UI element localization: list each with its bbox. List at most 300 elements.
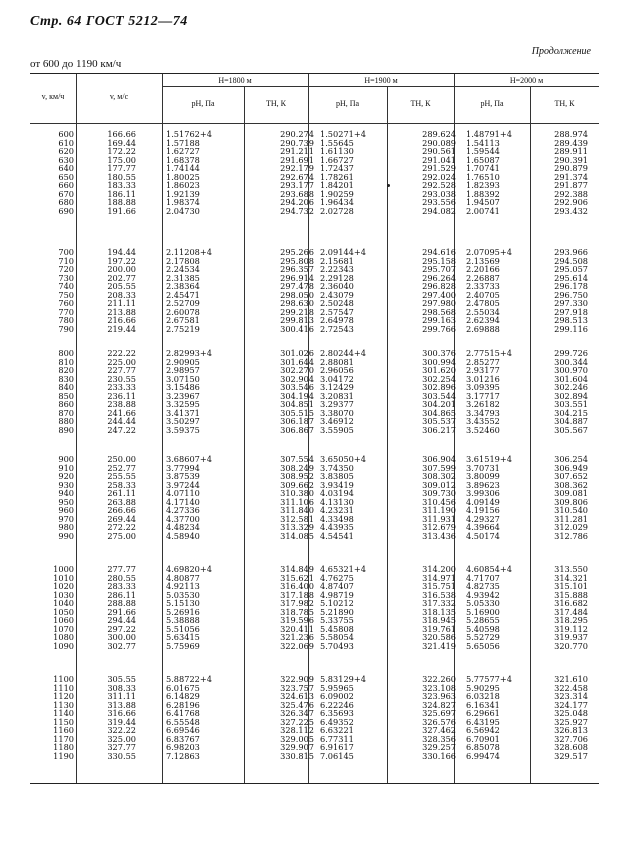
table-cell: 286.11 xyxy=(107,589,136,600)
table-cell: 322.069 xyxy=(280,640,314,651)
table-cell: 302.896 xyxy=(422,382,456,393)
table-cell: 3.83805 xyxy=(320,471,354,482)
table-cell: 296.750 xyxy=(554,289,588,300)
table-cell: 236.11 xyxy=(107,390,136,401)
table-cell: 3.23967 xyxy=(166,390,200,401)
block-3-column-t2 xyxy=(394,349,456,434)
table-cell: 292.024 xyxy=(422,171,456,182)
table-cell: 2.15681 xyxy=(320,255,354,266)
table-cell: 298.630 xyxy=(280,298,314,309)
table-cell: 820 xyxy=(58,365,74,376)
table-cell: 870 xyxy=(58,407,74,418)
table-cell: 1170 xyxy=(53,733,74,744)
table-cell: 296.828 xyxy=(422,281,456,292)
block-3-column-ms xyxy=(82,349,136,434)
table-cell: 5.52729 xyxy=(466,632,500,643)
table-cell: 303.544 xyxy=(422,390,456,401)
table-cell: 308.952 xyxy=(280,471,314,482)
table-cell: 4.17140 xyxy=(166,496,200,507)
table-cell: 3.65050+4 xyxy=(320,454,366,464)
table-cell: 2.36040 xyxy=(320,281,354,292)
table-cell: 3.07150 xyxy=(166,373,200,384)
table-cell: 2.90905 xyxy=(166,356,200,367)
table-cell: 6.03218 xyxy=(466,691,500,702)
block-5-column-t2 xyxy=(394,565,456,650)
table-cell: 6.49352 xyxy=(320,716,354,727)
table-cell: 7.06145 xyxy=(320,750,354,761)
table-cell: 930 xyxy=(58,479,74,490)
table-cell: 312.679 xyxy=(422,522,456,533)
table-cell: 1.80025 xyxy=(166,171,200,182)
table-cell: 2.82993+4 xyxy=(166,348,212,358)
block-6-column-p2 xyxy=(320,675,400,760)
table-cell: 750 xyxy=(58,289,74,300)
table-cell: 2.38364 xyxy=(166,281,200,292)
table-cell: 310.540 xyxy=(554,505,588,516)
table-cell: 4.98719 xyxy=(320,589,354,600)
table-cell: 2.72543 xyxy=(320,323,354,334)
table-cell: 3.41371 xyxy=(166,407,200,418)
table-cell: 289.439 xyxy=(554,137,588,148)
table-cell: 6.83767 xyxy=(166,733,200,744)
table-cell: 6.70901 xyxy=(466,733,500,744)
table-cell: 291.66 xyxy=(107,606,136,617)
table-cell: 4.37700 xyxy=(166,513,200,524)
table-cell: 2.47805 xyxy=(466,298,500,309)
table-cell: 313.436 xyxy=(422,530,456,541)
table-cell: 296.264 xyxy=(422,272,456,283)
table-cell: 1.96434 xyxy=(320,197,354,208)
table-cell: 312.029 xyxy=(554,522,588,533)
table-cell: 325.927 xyxy=(554,716,588,727)
table-cell: 4.60854+4 xyxy=(466,564,512,574)
table-cell: 319.937 xyxy=(554,632,588,643)
table-cell: 2.67581 xyxy=(166,315,200,326)
table-cell: 4.54541 xyxy=(320,530,354,541)
table-cell: 186.11 xyxy=(107,188,136,199)
table-cell: 329.517 xyxy=(554,750,588,761)
table-cell: 4.03194 xyxy=(320,488,354,499)
table-cell: 309.081 xyxy=(554,488,588,499)
table-cell: 314.321 xyxy=(554,572,588,583)
table-cell: 303.551 xyxy=(554,399,588,410)
table-cell: 1.66727 xyxy=(320,154,354,165)
table-cell: 225.00 xyxy=(107,356,136,367)
block-3-column-t1 xyxy=(252,349,314,434)
table-cell: 740 xyxy=(58,281,74,292)
table-cell: 1.61130 xyxy=(320,146,354,157)
table-cell: 324.827 xyxy=(422,699,456,710)
table-cell: 299.163 xyxy=(422,315,456,326)
table-cell: 4.29327 xyxy=(466,513,500,524)
table-cell: 175.00 xyxy=(107,154,136,165)
table-cell: 6.85078 xyxy=(466,742,500,753)
table-cell: 4.82735 xyxy=(466,581,500,592)
group-header-rule xyxy=(162,86,599,87)
table-cell: 323.963 xyxy=(422,691,456,702)
table-cell: 307.554 xyxy=(280,454,314,464)
table-cell: 3.87539 xyxy=(166,471,200,482)
table-cell: 610 xyxy=(58,137,74,148)
table-cell: 261.11 xyxy=(107,488,136,499)
table-cell: 1.82393 xyxy=(466,180,500,191)
table-cell: 313.550 xyxy=(554,564,588,574)
table-cell: 328.112 xyxy=(280,725,314,736)
table-cell: 4.58940 xyxy=(166,530,200,541)
table-cell: 1110 xyxy=(53,682,74,693)
header-speed-kmh: v, км/ч xyxy=(41,92,65,101)
table-cell: 316.66 xyxy=(107,708,136,719)
table-cell: 6.99474 xyxy=(466,750,500,761)
table-cell: 1120 xyxy=(53,691,74,702)
table-cell: 292.906 xyxy=(554,197,588,208)
table-cell: 840 xyxy=(58,382,74,393)
table-cell: 3.32595 xyxy=(166,399,200,410)
table-cell: 4.50174 xyxy=(466,530,500,541)
table-cell: 5.28655 xyxy=(466,615,500,626)
block-1-column-t1 xyxy=(252,130,314,215)
table-cell: 330.166 xyxy=(422,750,456,761)
header-pressure-2: pH, Па xyxy=(335,99,360,108)
table-cell: 292.528 xyxy=(422,180,456,191)
table-cell: 2.85277 xyxy=(466,356,500,367)
block-1-column-t2 xyxy=(394,130,456,215)
table-cell: 1190 xyxy=(53,750,74,761)
table-cell: 289.624 xyxy=(422,129,456,139)
table-cell: 329.005 xyxy=(280,733,314,744)
table-cell: 219.44 xyxy=(107,323,136,334)
table-cell: 770 xyxy=(58,306,74,317)
table-cell: 308.302 xyxy=(422,471,456,482)
table-cell: 277.77 xyxy=(107,564,136,574)
column-rule xyxy=(76,74,77,783)
table-cell: 319.112 xyxy=(554,623,588,634)
table-cell: 313.329 xyxy=(280,522,314,533)
block-3-column-t3 xyxy=(524,349,588,434)
table-cell: 1150 xyxy=(53,716,74,727)
header-group-1900: H=1900 м xyxy=(364,76,398,85)
table-cell: 322.22 xyxy=(107,725,136,736)
table-cell: 3.20831 xyxy=(320,390,354,401)
table-cell: 3.50297 xyxy=(166,416,200,427)
table-cell: 1.72437 xyxy=(320,163,354,174)
block-6-column-ms xyxy=(82,675,136,760)
header-group-1800: H=1800 м xyxy=(218,76,252,85)
table-cell: 301.644 xyxy=(280,356,314,367)
table-cell: 6.77311 xyxy=(320,733,354,744)
table-cell: 1140 xyxy=(53,708,74,719)
table-cell: 317.188 xyxy=(280,589,314,600)
table-cell: 730 xyxy=(58,272,74,283)
table-cell: 275.00 xyxy=(107,530,136,541)
table-cell: 328.608 xyxy=(554,742,588,753)
block-1-column-t3 xyxy=(524,130,588,215)
header-temperature-3: TH, К xyxy=(554,99,575,108)
table-cell: 890 xyxy=(58,424,74,435)
table-cell: 3.99306 xyxy=(466,488,500,499)
table-cell: 6.16341 xyxy=(466,699,500,710)
table-cell: 290.879 xyxy=(554,163,588,174)
table-cell: 710 xyxy=(58,255,74,266)
table-cell: 850 xyxy=(58,390,74,401)
table-cell: 306.867 xyxy=(280,424,314,435)
table-cell: 910 xyxy=(58,462,74,473)
table-cell: 1050 xyxy=(53,606,74,617)
table-cell: 297.330 xyxy=(554,298,588,309)
table-cell: 2.45471 xyxy=(166,289,200,300)
table-cell: 325.697 xyxy=(422,708,456,719)
table-cell: 308.33 xyxy=(107,682,136,693)
table-cell: 290.274 xyxy=(280,129,314,139)
table-cell: 328.356 xyxy=(422,733,456,744)
block-1-column-speed xyxy=(36,130,74,215)
table-cell: 295.158 xyxy=(422,255,456,266)
table-cell: 1.78261 xyxy=(320,171,354,182)
table-cell: 311.931 xyxy=(422,513,456,524)
table-cell: 297.22 xyxy=(107,623,136,634)
table-cell: 3.12429 xyxy=(320,382,354,393)
table-cell: 1.65087 xyxy=(466,154,500,165)
table-cell: 1.68378 xyxy=(166,154,200,165)
table-cell: 315.621 xyxy=(280,572,314,583)
table-cell: 2.31385 xyxy=(166,272,200,283)
header-pressure-3: pH, Па xyxy=(480,99,504,108)
table-cell: 326.347 xyxy=(280,708,314,719)
block-6-column-speed xyxy=(36,675,74,760)
table-cell: 305.567 xyxy=(554,424,588,435)
table-cell: 3.61519+4 xyxy=(466,454,512,464)
table-cell: 1.48791+4 xyxy=(466,129,512,139)
table-cell: 323.757 xyxy=(280,682,314,693)
table-cell: 314.200 xyxy=(422,564,456,574)
table-cell: 3.68607+4 xyxy=(166,454,212,464)
table-cell: 300.376 xyxy=(422,348,456,358)
table-cell: 326.576 xyxy=(422,716,456,727)
table-cell: 317.484 xyxy=(554,606,588,617)
table-cell: 290.089 xyxy=(422,137,456,148)
table-cell: 222.22 xyxy=(107,348,136,358)
table-cell: 305.537 xyxy=(422,416,456,427)
table-cell: 306.904 xyxy=(422,454,456,464)
table-cell: 320.770 xyxy=(554,640,588,651)
block-3-column-p2 xyxy=(320,349,400,434)
table-cell: 293.038 xyxy=(422,188,456,199)
table-cell: 283.33 xyxy=(107,581,136,592)
block-6-column-t2 xyxy=(394,675,456,760)
table-cell: 297.980 xyxy=(422,298,456,309)
table-cell: 1.59544 xyxy=(466,146,500,157)
block-5-column-t3 xyxy=(524,565,588,650)
table-cell: 302.246 xyxy=(554,382,588,393)
table-cell: 301.026 xyxy=(280,348,314,358)
table-cell: 316.538 xyxy=(422,589,456,600)
table-cell: 294.44 xyxy=(107,615,136,626)
continuation-label: Продолжение xyxy=(531,46,591,57)
table-cell: 940 xyxy=(58,488,74,499)
block-4-column-p1 xyxy=(166,455,246,540)
table-cell: 2.17808 xyxy=(166,255,200,266)
table-cell: 3.43552 xyxy=(466,416,500,427)
table-cell: 1180 xyxy=(53,742,74,753)
table-cell: 5.88722+4 xyxy=(166,674,212,684)
table-cell: 298.513 xyxy=(554,315,588,326)
table-cell: 300.00 xyxy=(107,632,136,643)
table-cell: 1.94507 xyxy=(466,197,500,208)
table-cell: 2.80244+4 xyxy=(320,348,366,358)
table-cell: 3.55905 xyxy=(320,424,354,435)
block-3-column-p1 xyxy=(166,349,246,434)
table-cell: 323.108 xyxy=(422,682,456,693)
table-cell: 307.652 xyxy=(554,471,588,482)
table-cell: 2.69888 xyxy=(466,323,500,334)
table-cell: 6.35693 xyxy=(320,708,354,719)
table-cell: 330.55 xyxy=(107,750,136,761)
table-cell: 3.77994 xyxy=(166,462,200,473)
table-cell: 177.77 xyxy=(107,163,136,174)
block-6-column-t3 xyxy=(524,675,588,760)
table-cell: 6.91617 xyxy=(320,742,354,753)
table-cell: 4.13130 xyxy=(320,496,354,507)
table-cell: 272.22 xyxy=(107,522,136,533)
table-cell: 6.69546 xyxy=(166,725,200,736)
table-cell: 2.77515+4 xyxy=(466,348,512,358)
table-cell: 295.266 xyxy=(280,247,314,257)
table-cell: 291.041 xyxy=(422,154,456,165)
table-cell: 650 xyxy=(58,171,74,182)
table-cell: 1060 xyxy=(53,615,74,626)
header-temperature-1: TH, К xyxy=(266,99,286,108)
table-cell: 5.75969 xyxy=(166,640,200,651)
table-cell: 2.43079 xyxy=(320,289,354,300)
table-cell: 3.89623 xyxy=(466,479,500,490)
table-cell: 4.71707 xyxy=(466,572,500,583)
table-cell: 1.98374 xyxy=(166,197,200,208)
table-cell: 1.57188 xyxy=(166,137,200,148)
block-1-column-ms xyxy=(82,130,136,215)
table-cell: 293.966 xyxy=(554,247,588,257)
table-cell: 238.88 xyxy=(107,399,136,410)
table-cell: 5.45808 xyxy=(320,623,354,634)
table-cell: 4.07110 xyxy=(166,488,200,499)
table-cell: 5.26916 xyxy=(166,606,200,617)
table-cell: 326.813 xyxy=(554,725,588,736)
atmosphere-table xyxy=(30,73,599,784)
table-cell: 293.688 xyxy=(280,188,314,199)
table-cell: 4.39664 xyxy=(466,522,500,533)
table-cell: 6.01675 xyxy=(166,682,200,693)
table-cell: 302.904 xyxy=(280,373,314,384)
table-cell: 4.43935 xyxy=(320,522,354,533)
table-cell: 990 xyxy=(58,530,74,541)
table-cell: 900 xyxy=(58,454,74,464)
table-cell: 1030 xyxy=(53,589,74,600)
table-cell: 305.515 xyxy=(280,407,314,418)
table-cell: 6.28196 xyxy=(166,699,200,710)
header-temperature-2: TH, К xyxy=(410,99,431,108)
table-cell: 680 xyxy=(58,197,74,208)
table-cell: 790 xyxy=(58,323,74,334)
block-6-column-t1 xyxy=(252,675,314,760)
table-cell: 600 xyxy=(58,129,74,139)
table-cell: 323.314 xyxy=(554,691,588,702)
table-cell: 1.84201 xyxy=(320,180,354,191)
table-cell: 310.456 xyxy=(422,496,456,507)
table-cell: 295.808 xyxy=(280,255,314,266)
table-cell: 1080 xyxy=(53,632,74,643)
table-cell: 5.90295 xyxy=(466,682,500,693)
table-cell: 3.80099 xyxy=(466,471,500,482)
table-cell: 4.93942 xyxy=(466,589,500,600)
table-cell: 3.34793 xyxy=(466,407,500,418)
table-cell: 630 xyxy=(58,154,74,165)
table-cell: 6.22246 xyxy=(320,699,354,710)
table-cell: 1.70741 xyxy=(466,163,500,174)
table-cell: 5.95965 xyxy=(320,682,354,693)
table-cell: 252.77 xyxy=(107,462,136,473)
table-cell: 2.13569 xyxy=(466,255,500,266)
table-cell: 292.388 xyxy=(554,188,588,199)
table-cell: 291.691 xyxy=(280,154,314,165)
table-cell: 2.60078 xyxy=(166,306,200,317)
table-cell: 296.914 xyxy=(280,272,314,283)
table-cell: 292.674 xyxy=(280,171,314,182)
table-cell: 4.27336 xyxy=(166,505,200,516)
table-cell: 6.55548 xyxy=(166,716,200,727)
table-cell: 292.179 xyxy=(280,163,314,174)
table-cell: 2.98957 xyxy=(166,365,200,376)
table-cell: 5.10212 xyxy=(320,598,354,609)
table-cell: 208.33 xyxy=(107,289,136,300)
table-cell: 325.476 xyxy=(280,699,314,710)
table-cell: 330.815 xyxy=(280,750,314,761)
table-cell: 304.851 xyxy=(280,399,314,410)
table-cell: 299.116 xyxy=(554,323,588,334)
table-cell: 6.56942 xyxy=(466,725,500,736)
table-cell: 3.93419 xyxy=(320,479,354,490)
table-cell: 300.416 xyxy=(280,323,314,334)
table-cell: 280.55 xyxy=(107,572,136,583)
block-5-column-speed xyxy=(36,565,74,650)
table-cell: 306.187 xyxy=(280,416,314,427)
block-4-column-ms xyxy=(82,455,136,540)
table-cell: 3.09395 xyxy=(466,382,500,393)
table-cell: 308.362 xyxy=(554,479,588,490)
table-cell: 296.357 xyxy=(280,264,314,275)
table-cell: 3.46912 xyxy=(320,416,354,427)
table-cell: 1000 xyxy=(53,564,74,574)
table-cell: 700 xyxy=(58,247,74,257)
table-cell: 297.918 xyxy=(554,306,588,317)
table-cell: 5.70493 xyxy=(320,640,354,651)
table-cell: 291.211 xyxy=(280,146,314,157)
table-cell: 315.888 xyxy=(554,589,588,600)
table-cell: 4.48234 xyxy=(166,522,200,533)
table-cell: 322.458 xyxy=(554,682,588,693)
table-cell: 304.887 xyxy=(554,416,588,427)
table-cell: 800 xyxy=(58,348,74,358)
table-cell: 205.55 xyxy=(107,281,136,292)
table-cell: 200.00 xyxy=(107,264,136,275)
table-cell: 319.44 xyxy=(107,716,136,727)
table-cell: 291.374 xyxy=(554,171,588,182)
table-cell: 1.54113 xyxy=(466,137,500,148)
table-cell: 291.877 xyxy=(554,180,588,191)
table-cell: 4.23231 xyxy=(320,505,354,516)
table-cell: 211.11 xyxy=(107,298,136,309)
page-header: Стр. 64 ГОСТ 5212—74 xyxy=(30,14,188,29)
table-cell: 290.561 xyxy=(422,146,456,157)
table-cell: 1160 xyxy=(53,725,74,736)
